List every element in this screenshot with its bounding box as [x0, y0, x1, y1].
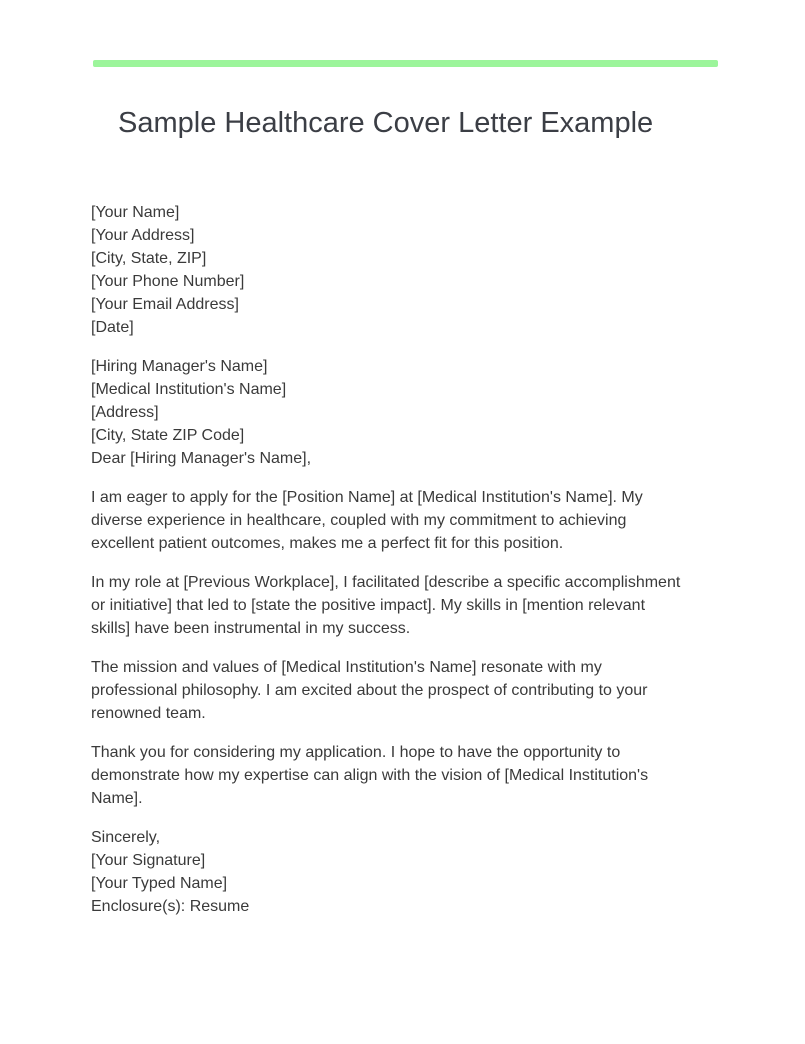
sender-address: [Your Address]: [91, 227, 195, 244]
paragraph-line: Name].: [91, 790, 143, 807]
salutation: Dear [Hiring Manager's Name],: [91, 450, 312, 467]
paragraph-experience: [91, 571, 691, 640]
recipient-city-state-zip: [City, State ZIP Code]: [91, 427, 245, 444]
closing-block: [91, 826, 691, 918]
paragraph-line: or initiative] that led to [state the positive impact]. My skills in [mention relevant: [91, 597, 646, 614]
paragraph-line: Thank you for considering my application. I hope to have the opportunity to: [91, 744, 621, 761]
paragraph-line: demonstrate how my expertise can align with the vision of [Medical Institution's: [91, 767, 649, 784]
sender-city-state-zip: [City, State, ZIP]: [91, 250, 207, 267]
recipient-name: [Hiring Manager's Name]: [91, 358, 268, 375]
paragraph-thanks: [91, 741, 691, 810]
recipient-block: [91, 355, 691, 470]
paragraph-line: skills] have been instrumental in my success.: [91, 620, 411, 637]
sender-block: [91, 201, 691, 339]
sender-phone: [Your Phone Number]: [91, 273, 245, 290]
accent-bar: [93, 60, 718, 67]
paragraph-intro: [91, 486, 691, 555]
letter-date: [Date]: [91, 319, 134, 336]
paragraph-line: In my role at [Previous Workplace], I facilitated [describe a specific accomplishment: [91, 574, 681, 591]
closing-enclosures: Enclosure(s): Resume: [91, 898, 250, 915]
page-title: Sample Healthcare Cover Letter Example: [118, 107, 654, 139]
paragraph-line: professional philosophy. I am excited about the prospect of contributing to your: [91, 682, 648, 699]
paragraph-line: The mission and values of [Medical Institution's Name] resonate with my: [91, 659, 602, 676]
closing-typed-name: [Your Typed Name]: [91, 875, 228, 892]
sender-email: [Your Email Address]: [91, 296, 239, 313]
sender-name: [Your Name]: [91, 204, 180, 221]
recipient-institution: [Medical Institution's Name]: [91, 381, 287, 398]
paragraph-mission: [91, 656, 691, 725]
recipient-address: [Address]: [91, 404, 159, 421]
paragraph-line: renowned team.: [91, 705, 206, 722]
paragraph-line: excellent patient outcomes, makes me a perfect fit for this position.: [91, 535, 564, 552]
letter-body: [91, 201, 691, 918]
closing-valediction: Sincerely,: [91, 829, 161, 846]
paragraph-line: diverse experience in healthcare, coupled with my commitment to achieving: [91, 512, 627, 529]
closing-signature: [Your Signature]: [91, 852, 206, 869]
paragraph-line: I am eager to apply for the [Position Name] at [Medical Institution's Name]. My: [91, 489, 643, 506]
